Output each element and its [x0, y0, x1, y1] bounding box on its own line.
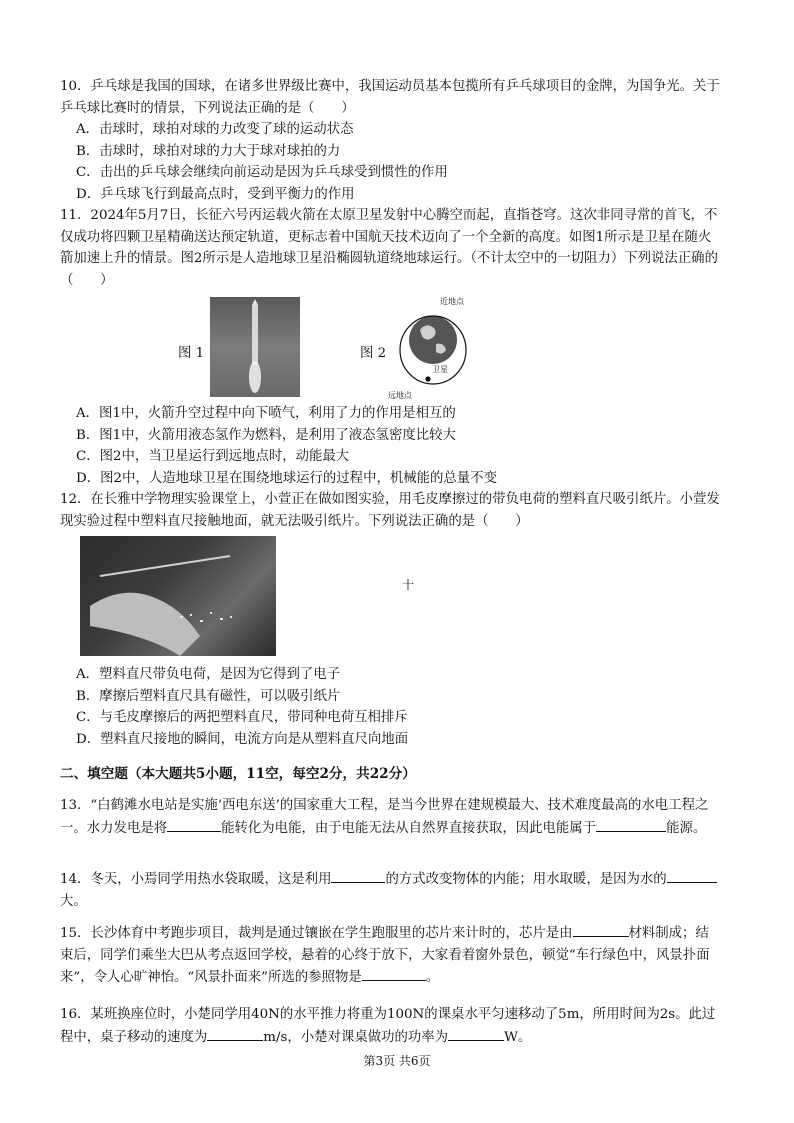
- rocket-launch-photo: [210, 297, 300, 397]
- question-13-blank-1[interactable]: [167, 817, 221, 832]
- figure-1-label: 图 1: [178, 346, 205, 361]
- question-11-options: [60, 403, 720, 489]
- question-16-text-3: W。: [504, 1029, 532, 1045]
- question-13-text-2: 能转化为电能，由于电能无法从自然界直接获取，因此电能属于: [221, 820, 597, 836]
- question-11-option-a: A．图1中，火箭升空过程中向下喷气，利用了力的作用是相互的: [76, 406, 456, 421]
- question-15-text-2: 材料制成；结束后，同学们乘坐大巴从考点返回学校，悬着的心终于放下，大家看着窗外景色，顿觉“车行绿色中，风景扑面来”，令人心旷神怡。“风景扑面来”所选的参照物是: [60, 926, 710, 985]
- question-10-option-b: B．击球时，球拍对球的力大于球对球拍的力: [76, 143, 341, 159]
- hand-ruler-icon: [80, 536, 276, 656]
- question-11: [60, 205, 720, 291]
- question-15-text-3: 。: [425, 970, 440, 985]
- question-11-option-d: D．图2中，人造地球卫星在围绕地球运行的过程中，机械能的总量不变: [76, 470, 497, 486]
- orbit-diagram: [388, 296, 478, 404]
- perigee-label: 近地点: [440, 297, 464, 306]
- question-12-option-a: A．塑料直尺带负电荷，是因为它得到了电子: [76, 667, 341, 682]
- figure-2-label: 图 2: [360, 346, 387, 361]
- question-11-option-c: C．图2中，当卫星运行到远地点时，动能最大: [76, 449, 350, 464]
- earth-orbit-icon: [388, 296, 478, 404]
- question-14-blank-1[interactable]: [331, 868, 385, 883]
- question-15-text-1: 15．长沙体育中考跑步项目，裁判是通过镶嵌在学生跑服里的芯片来计时的，芯片是由: [60, 926, 573, 941]
- question-10-option-a: A．击球时，球拍对球的力改变了球的运动状态: [76, 122, 354, 137]
- question-12-stem: 12．在长雅中学物理实验课堂上，小萱正在做如图实验，用毛皮摩擦过的带负电荷的塑料直尺吸引纸片。小萱发现实验过程中塑料直尺接触地面，就无法吸引纸片。下列说法正确的是（ ）: [60, 492, 720, 529]
- question-15: [60, 922, 720, 989]
- page-footer: 第3页 共6页: [363, 1054, 431, 1068]
- question-12-option-d: D．塑料直尺接地的瞬间，电流方向是从塑料直尺向地面: [76, 731, 409, 747]
- question-10-stem: 10．乒乓球是我国的国球，在诸多世界级比赛中，我国运动员基本包揽所有乒乓球项目的金牌，为国争光。关于乒乓球比赛时的情景，下列说法正确的是（ ）: [60, 79, 720, 116]
- question-12-option-b: B．摩擦后塑料直尺具有磁性，可以吸引纸片: [76, 688, 341, 704]
- question-16-blank-1[interactable]: [207, 1026, 263, 1041]
- question-12-option-c: C．与毛皮摩擦后的两把塑料直尺，带同种电荷互相排斥: [76, 710, 408, 725]
- question-10-option-c: C．击出的乒乓球会继续向前运动是因为乒乓球受到惯性的作用: [76, 165, 448, 180]
- question-13-text-3: 能源。: [666, 820, 707, 836]
- question-16-text-1: 16．某班换座位时，小楚同学用40N的水平推力将重为100N的课桌水平匀速移动了5m，所用时间为2s。此过程中，桌子移动的速度为: [60, 1007, 716, 1045]
- question-14-text-1: 14．冬天，小焉同学用热水袋取暖，这是利用: [60, 872, 332, 887]
- question-14-text-2: 的方式改变物体的内能；用水取暖，是因为水的: [385, 872, 667, 887]
- rocket-icon: [210, 297, 300, 397]
- question-15-blank-1[interactable]: [573, 922, 629, 937]
- question-12: [60, 489, 720, 532]
- stray-mark-icon: 十: [402, 578, 415, 592]
- question-15-blank-2[interactable]: [362, 966, 426, 981]
- question-16-text-2: m/s，小楚对课桌做功的功率为: [263, 1029, 449, 1045]
- question-16-blank-2[interactable]: [448, 1026, 504, 1041]
- section-2-heading: 二、填空题（本大题共5小题，11空，每空2分，共22分）: [60, 766, 416, 782]
- question-11-option-b: B．图1中，火箭用液态氢作为燃料，是利用了液态氢密度比较大: [76, 427, 456, 443]
- question-13-text-1: 13．“白鹤滩水电站是实施‘西电东送’的国家重大工程，是当今世界在建规模最大、技术难度最高的水电工程之一。水力发电是将: [60, 798, 709, 836]
- apogee-label: 远地点: [388, 391, 412, 400]
- question-10-option-d: D．乒乓球飞行到最高点时，受到平衡力的作用: [76, 186, 355, 202]
- ruler-experiment-photo: [80, 536, 276, 656]
- question-12-options: [60, 664, 720, 750]
- question-14: [60, 868, 720, 912]
- question-10: [60, 76, 720, 205]
- question-14-text-3: 大。: [60, 893, 87, 909]
- question-14-blank-2[interactable]: [667, 868, 717, 883]
- question-16: [60, 1004, 720, 1048]
- question-13: [60, 795, 720, 839]
- satellite-label: 卫星: [432, 365, 448, 374]
- question-11-stem: 11．2024年5月7日，长征六号丙运载火箭在太原卫星发射中心腾空而起，直指苍穹。这次非同寻常的首飞，不仅成功将四颗卫星精确送达预定轨道，更标志着中国航天技术迈向了一个全新的高度。如图1所示是卫星在随火箭加速上升的情景。图2所示是人造地球卫星沿椭圆轨道绕地球运行。（不计太空中的一切阻力）下列说法正确的（ ）: [60, 208, 718, 288]
- question-13-blank-2[interactable]: [596, 817, 666, 832]
